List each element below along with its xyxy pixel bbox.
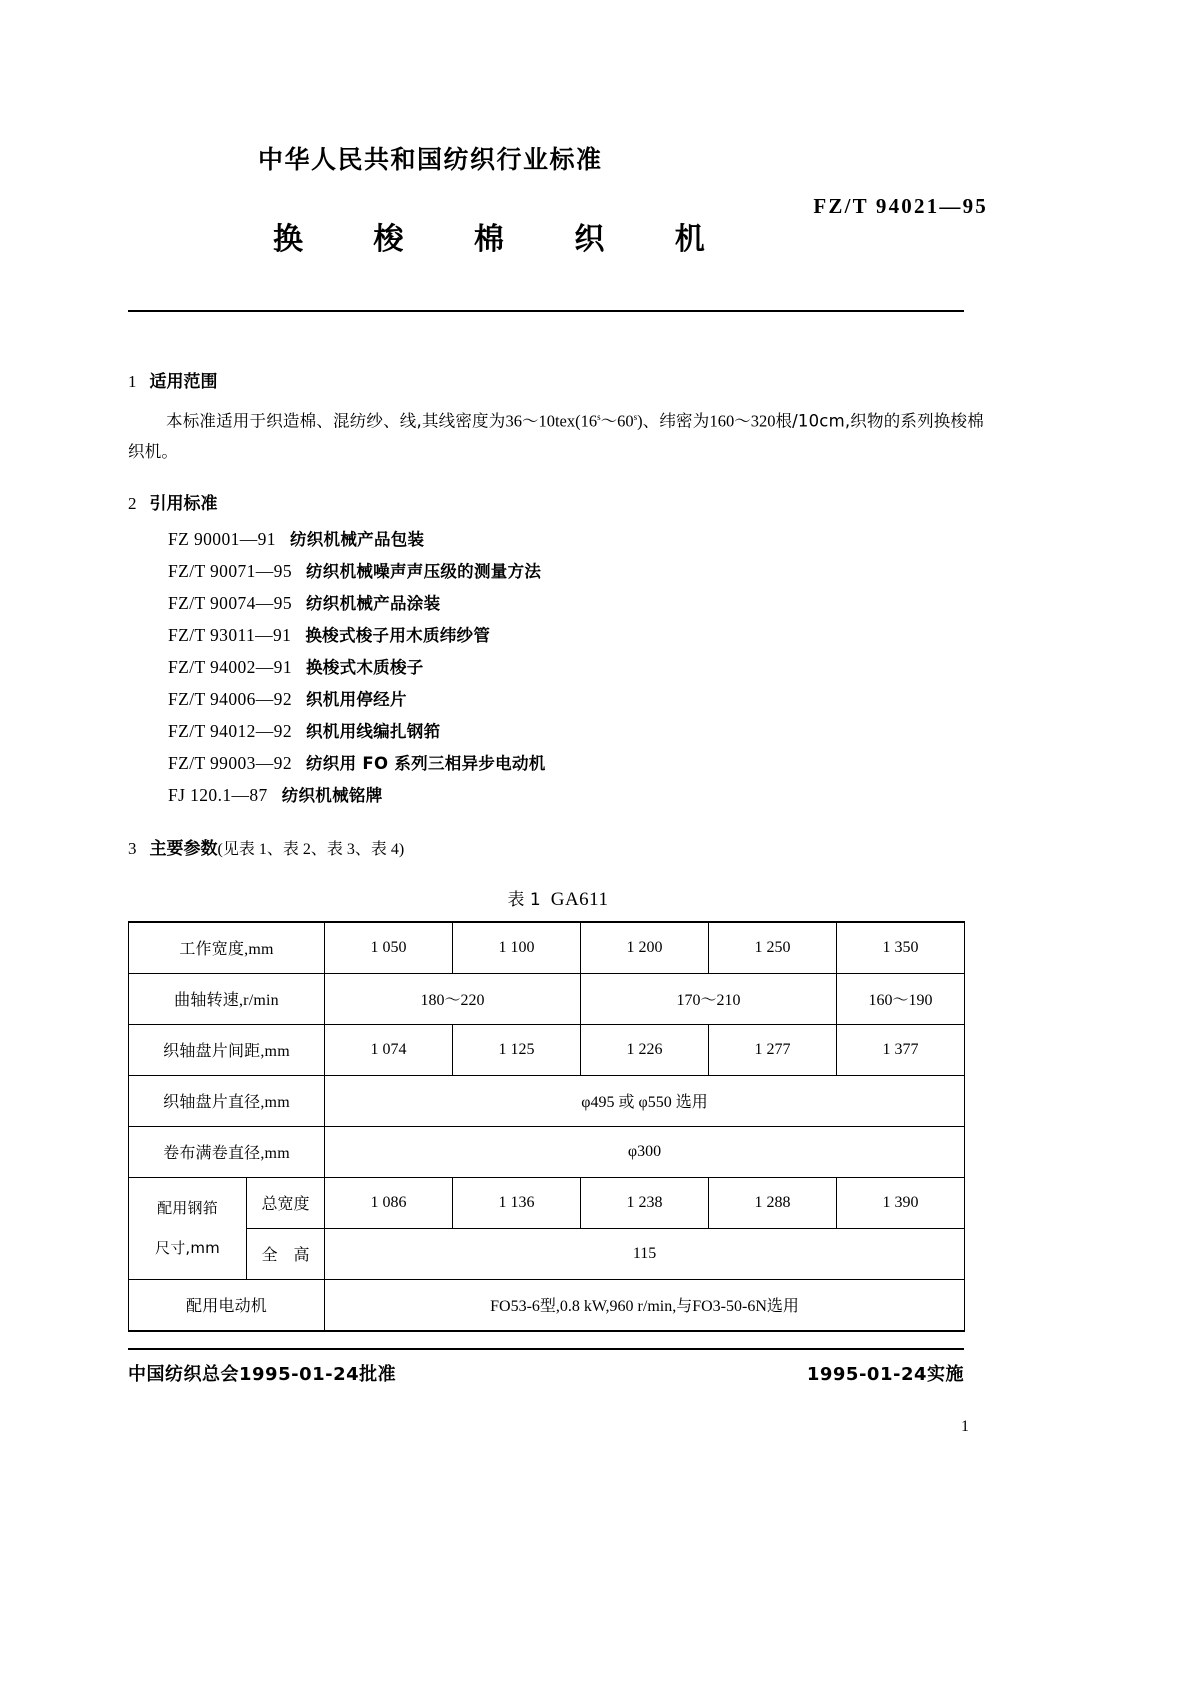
cell-working-width-4: 1 250 xyxy=(709,922,837,974)
section-title-1: 适用范围 xyxy=(149,372,218,392)
page-number: 1 xyxy=(961,1418,969,1435)
cell-full-height: 115 xyxy=(325,1228,965,1279)
cell-beam-spacing-4: 1 277 xyxy=(709,1024,837,1075)
table-row xyxy=(129,1075,965,1126)
section-heading-scope xyxy=(128,367,988,392)
document-title: 换 梭 棉 织 机 xyxy=(273,222,735,257)
reference-code: FJ 120.1—87 xyxy=(168,784,268,805)
reference-name: 纺织用 FO 系列三相异步电动机 xyxy=(305,753,546,773)
table-row xyxy=(129,922,965,974)
row-label-beam-flange-diameter: 织轴盘片直径,mm xyxy=(129,1075,325,1126)
cell-beam-spacing-3: 1 226 xyxy=(581,1024,709,1075)
reference-code: FZ 90001—91 xyxy=(168,528,276,549)
sub-label-total-width: 总宽度 xyxy=(247,1177,325,1228)
list-item xyxy=(168,588,988,620)
cell-beam-spacing-1: 1 074 xyxy=(325,1024,453,1075)
list-item xyxy=(168,652,988,684)
header-divider xyxy=(128,310,964,312)
scope-superscript-2: s xyxy=(633,412,638,422)
table-row xyxy=(129,1126,965,1177)
cell-cloth-roll-diameter: φ300 xyxy=(325,1126,965,1177)
cell-working-width-2: 1 100 xyxy=(453,922,581,974)
footer-implementation: 1995-01-24实施 xyxy=(806,1364,964,1385)
reference-code: FZ/T 99003—92 xyxy=(168,752,292,773)
footer-approval: 中国纺织总会1995-01-24批准 xyxy=(128,1364,397,1385)
cell-reed-width-1: 1 086 xyxy=(325,1177,453,1228)
table-row xyxy=(129,973,965,1024)
row-label-crank-speed: 曲轴转速,r/min xyxy=(129,973,325,1024)
scope-number-2: 160～320 xyxy=(709,411,776,431)
scope-number-1c: ) xyxy=(637,411,643,431)
cell-working-width-1: 1 050 xyxy=(325,922,453,974)
list-item xyxy=(168,780,988,812)
reference-name: 织机用线编扎钢筘 xyxy=(305,721,441,741)
list-item xyxy=(168,716,988,748)
list-item xyxy=(168,748,988,780)
scope-text-part2: 、纬密为 xyxy=(642,411,710,431)
cell-beam-spacing-5: 1 377 xyxy=(837,1024,965,1075)
cell-reed-width-2: 1 136 xyxy=(453,1177,581,1228)
cell-working-width-3: 1 200 xyxy=(581,922,709,974)
scope-number-1b: ～60 xyxy=(600,411,634,431)
reference-code: FZ/T 94006—92 xyxy=(168,688,292,709)
section-number-1: 1 xyxy=(128,372,137,391)
cell-working-width-5: 1 350 xyxy=(837,922,965,974)
table-row xyxy=(129,1228,965,1279)
reed-label-line1: 配用钢筘 xyxy=(157,1199,218,1217)
section-title-2: 引用标准 xyxy=(149,493,218,514)
cell-reed-width-3: 1 238 xyxy=(581,1177,709,1228)
cell-beam-flange-diameter: φ495 或 φ550 选用 xyxy=(325,1075,965,1126)
document-header xyxy=(128,140,988,258)
reference-list xyxy=(168,524,988,812)
reference-code: FZ/T 94002—91 xyxy=(168,656,292,677)
table-row xyxy=(129,1177,965,1228)
specification-table xyxy=(128,921,965,1332)
standard-number: FZ/T 94021—95 xyxy=(813,194,988,218)
cell-crank-speed-3: 160～190 xyxy=(837,973,965,1024)
reed-label-line2: 尺寸,mm xyxy=(155,1239,220,1257)
reference-code: FZ/T 90071—95 xyxy=(168,560,292,581)
table-row xyxy=(129,1279,965,1331)
issuer-title: 中华人民共和国纺织行业标准 xyxy=(258,145,603,174)
scope-superscript-1: s xyxy=(597,412,601,422)
reference-name: 换梭式木质梭子 xyxy=(305,657,424,677)
scope-text-part3: 根/10cm,织物的系列换梭棉织机。 xyxy=(128,411,984,461)
list-item xyxy=(168,524,988,556)
reference-name: 纺织机械产品包装 xyxy=(289,529,425,549)
sub-label-full-height: 全 高 xyxy=(247,1228,325,1279)
cell-reed-width-5: 1 390 xyxy=(837,1177,965,1228)
row-label-reed-size xyxy=(129,1177,247,1279)
table-caption xyxy=(128,885,988,911)
row-label-working-width: 工作宽度,mm xyxy=(129,922,325,974)
reference-code: FZ/T 90074—95 xyxy=(168,592,292,613)
scope-number-1: 36～10tex(16 xyxy=(505,411,598,431)
list-item xyxy=(168,684,988,716)
section-heading-references xyxy=(128,489,988,514)
footer-divider xyxy=(128,1348,964,1350)
cell-reed-width-4: 1 288 xyxy=(709,1177,837,1228)
scope-paragraph xyxy=(128,402,988,467)
reference-name: 换梭式梭子用木质纬纱管 xyxy=(305,625,491,645)
table-caption-model: GA611 xyxy=(550,888,609,910)
reference-name: 纺织机械产品涂装 xyxy=(305,593,441,613)
table-row xyxy=(129,1024,965,1075)
section-heading-parameters xyxy=(128,834,988,859)
list-item xyxy=(168,556,988,588)
list-item xyxy=(168,620,988,652)
section-title-3-suffix: (见表 1、表 2、表 3、表 4) xyxy=(217,840,405,858)
row-label-cloth-roll-diameter: 卷布满卷直径,mm xyxy=(129,1126,325,1177)
section-number-2: 2 xyxy=(128,493,137,513)
reference-code: FZ/T 94012—92 xyxy=(168,720,292,741)
row-label-beam-flange-spacing: 织轴盘片间距,mm xyxy=(129,1024,325,1075)
reference-code: FZ/T 93011—91 xyxy=(168,624,292,645)
document-body xyxy=(128,345,988,1332)
cell-motor-spec: FO53-6型,0.8 kW,960 r/min,与FO3-50-6N选用 xyxy=(325,1279,965,1331)
section-number-3: 3 xyxy=(128,838,137,858)
cell-crank-speed-2: 170～210 xyxy=(581,973,837,1024)
row-label-motor: 配用电动机 xyxy=(129,1279,325,1331)
reference-name: 纺织机械噪声声压级的测量方法 xyxy=(305,561,542,581)
scope-text-part1: 本标准适用于织造棉、混纺纱、线,其线密度为 xyxy=(166,411,506,431)
cell-beam-spacing-2: 1 125 xyxy=(453,1024,581,1075)
table-caption-label: 表 1 xyxy=(507,889,541,910)
section-title-3: 主要参数 xyxy=(149,838,218,859)
cell-crank-speed-1: 180～220 xyxy=(325,973,581,1024)
reference-name: 纺织机械铭牌 xyxy=(281,785,383,805)
reference-name: 织机用停经片 xyxy=(305,689,407,709)
